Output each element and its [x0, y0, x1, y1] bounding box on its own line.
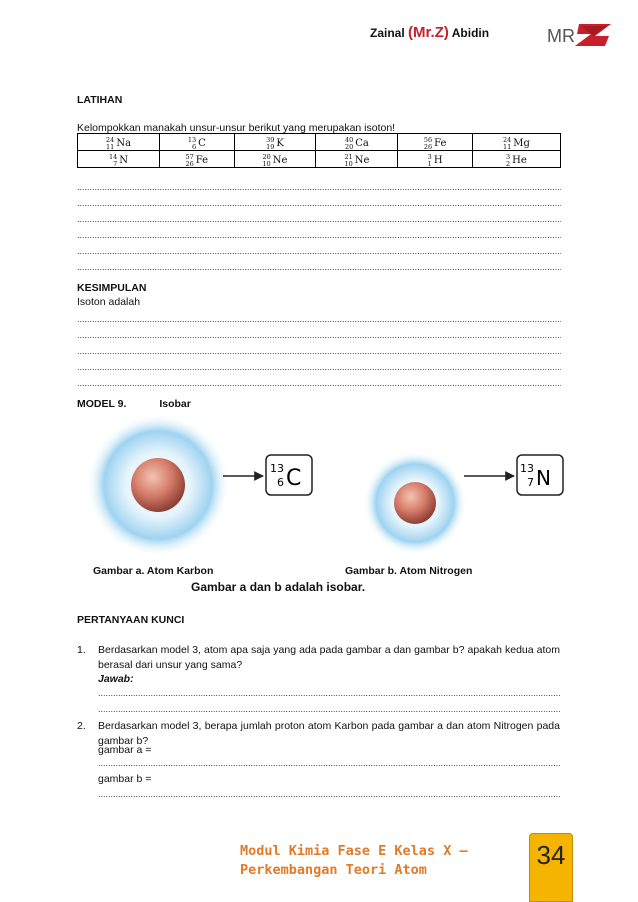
question-1-body: Berdasarkan model 3, atom apa saja yang ada pada gambar a dan gambar b? apakah kedua atom berasal dari unsur yang sama? — [98, 644, 560, 671]
table-cell: 24 11 Na — [78, 134, 160, 151]
mrz-logo — [545, 18, 615, 52]
svg-text:6: 6 — [277, 476, 284, 489]
author-first-name: Zainal — [370, 26, 405, 40]
module-title-line-2: Perkembangan Teori Atom — [240, 862, 427, 878]
table-cell: 21 10 Ne — [316, 151, 398, 168]
answer-line[interactable] — [77, 330, 561, 342]
model-number: MODEL 9. — [77, 398, 127, 410]
page-number: 34 — [536, 840, 566, 870]
kesimpulan-title: KESIMPULAN — [77, 282, 147, 294]
svg-text:MR: MR — [547, 26, 575, 46]
svg-text:N: N — [536, 466, 551, 490]
kesimpulan-prompt: Isoton adalah — [77, 296, 141, 308]
caption-b: Gambar b. Atom Nitrogen — [345, 565, 473, 577]
isotope-table — [77, 133, 561, 168]
answer-line[interactable] — [98, 758, 560, 770]
svg-text:C: C — [286, 466, 302, 491]
isobar-figure — [80, 415, 570, 605]
question-1-number: 1. — [77, 644, 86, 656]
jawab-label: Jawab: — [98, 673, 134, 685]
page-header — [0, 18, 638, 58]
table-cell: 20 10 Ne — [234, 151, 316, 168]
answer-line[interactable] — [77, 262, 561, 274]
table-cell: 24 11 Mg — [472, 134, 560, 151]
nitrogen-atom — [363, 451, 467, 555]
table-cell: 3 2 He — [472, 151, 560, 168]
question-2-body: Berdasarkan model 3, berapa jumlah proton atom Karbon pada gambar a dan atom Nitrogen pada gambar b? — [98, 720, 560, 747]
latihan-instruction: Kelompokkan manakah unsur-unsur berikut yang merupakan isoton! — [77, 122, 396, 134]
table-cell: 56 26 Fe — [398, 134, 472, 151]
latihan-title: LATIHAN — [77, 94, 123, 106]
model-heading — [77, 398, 191, 410]
table-row — [78, 151, 561, 168]
answer-line[interactable] — [98, 688, 560, 700]
answer-line[interactable] — [77, 246, 561, 258]
table-cell: 13 6 C — [160, 134, 234, 151]
isobar-summary: Gambar a dan b adalah isobar. — [191, 580, 366, 594]
gambar-a-label: gambar a = — [98, 744, 152, 756]
answer-line[interactable] — [77, 346, 561, 358]
answer-line[interactable] — [77, 214, 561, 226]
carbon-notation-box — [266, 455, 312, 495]
answer-line[interactable] — [77, 198, 561, 210]
answer-line[interactable] — [98, 704, 560, 716]
answer-line[interactable] — [77, 362, 561, 374]
svg-text:13: 13 — [270, 462, 284, 475]
nitrogen-notation-box — [517, 455, 563, 495]
table-cell: 57 26 Fe — [160, 151, 234, 168]
table-cell: 39 19 K — [234, 134, 316, 151]
model-topic: Isobar — [159, 398, 191, 410]
module-title — [240, 842, 468, 880]
answer-line[interactable] — [77, 230, 561, 242]
answer-line[interactable] — [98, 789, 560, 801]
table-row — [78, 134, 561, 151]
answer-line[interactable] — [77, 378, 561, 390]
caption-a: Gambar a. Atom Karbon — [93, 565, 214, 577]
question-2-text — [98, 719, 560, 749]
question-1-text — [98, 643, 560, 673]
answer-line[interactable] — [77, 314, 561, 326]
table-cell: 40 20 Ca — [316, 134, 398, 151]
carbon-atom — [86, 415, 230, 557]
svg-text:7: 7 — [527, 476, 534, 489]
author-name — [370, 24, 489, 41]
gambar-b-label: gambar b = — [98, 773, 152, 785]
pertanyaan-title: PERTANYAAN KUNCI — [77, 614, 185, 626]
table-cell: 14 7 N — [78, 151, 160, 168]
author-last-name: Abidin — [451, 26, 490, 40]
question-2-number: 2. — [77, 720, 86, 732]
page-number-badge — [529, 833, 573, 902]
svg-text:13: 13 — [520, 462, 534, 475]
answer-line[interactable] — [77, 182, 561, 194]
author-nickname: (Mr.Z) — [408, 24, 449, 41]
module-title-line-1: Modul Kimia Fase E Kelas X – — [240, 843, 468, 859]
table-cell: 3 1 H — [398, 151, 472, 168]
